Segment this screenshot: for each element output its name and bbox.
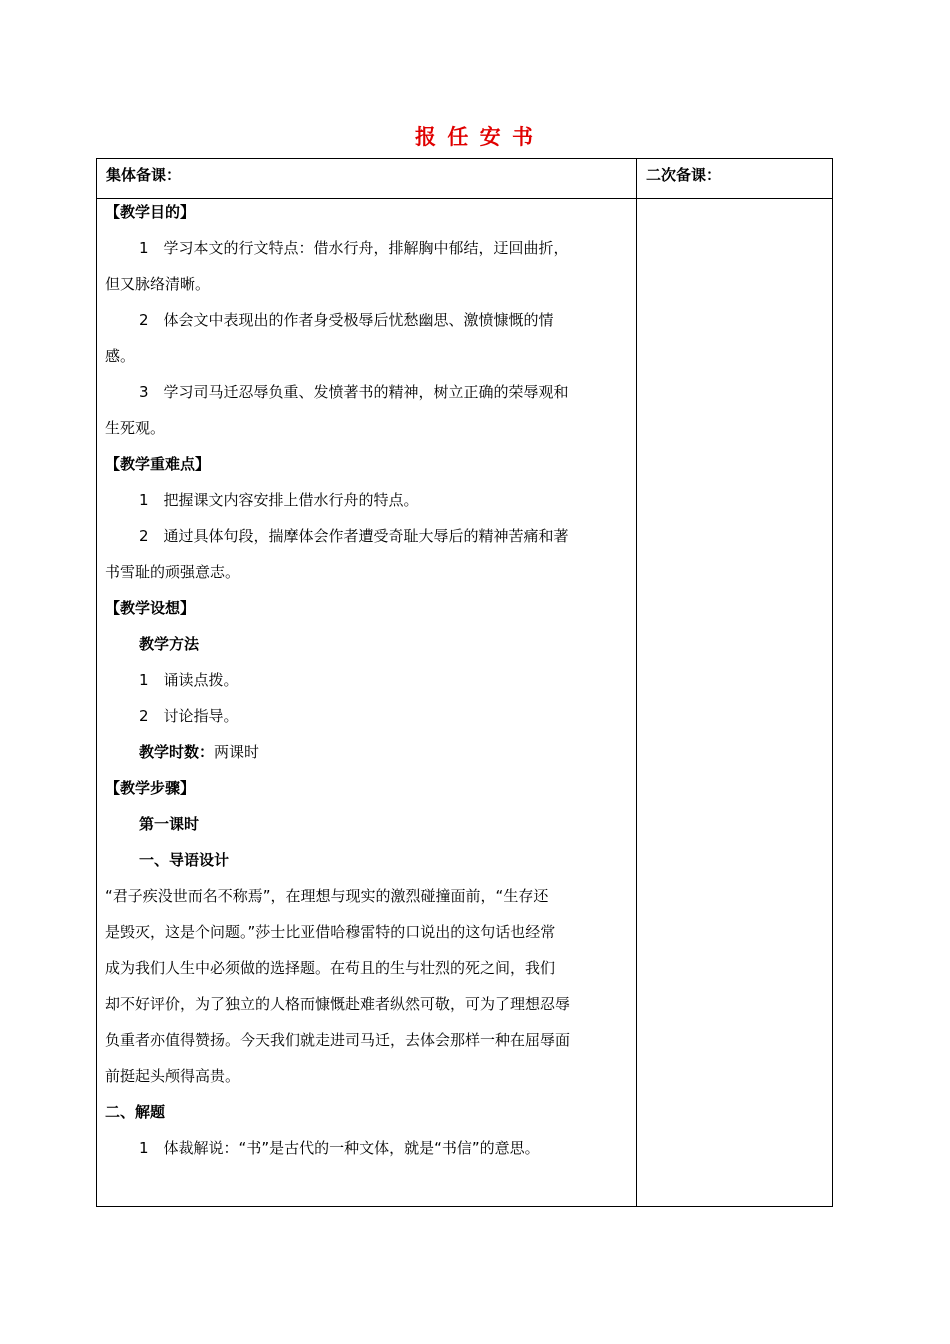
collective-prep-content bbox=[97, 199, 637, 1207]
section-heading-key-points: 【教学重难点】 bbox=[105, 455, 211, 473]
first-lesson-heading: 第一课时 bbox=[139, 815, 200, 833]
intro-design-heading: 一、导语设计 bbox=[139, 851, 230, 869]
objective-2-line-2: 感。 bbox=[105, 347, 136, 365]
intro-paragraph-line-6: 前挺起头颅得高贵。 bbox=[105, 1067, 241, 1085]
intro-paragraph-line-2: 是毁灭，这是个问题。”莎士比亚借哈穆雷特的口说出的这句话也经常 bbox=[105, 923, 556, 941]
second-prep-content bbox=[637, 199, 833, 1207]
teaching-hours-label: 教学时数： bbox=[139, 743, 215, 761]
key-point-2-line-2: 书雪耻的顽强意志。 bbox=[105, 563, 241, 581]
genre-explanation-line: 1 体裁解说：“书”是古代的一种文体，就是“书信”的意思。 bbox=[139, 1139, 540, 1157]
section-heading-objectives: 【教学目的】 bbox=[105, 203, 196, 221]
objective-1-line-2: 但又脉络清晰。 bbox=[105, 275, 211, 293]
teaching-method-2: 2 讨论指导。 bbox=[139, 707, 239, 725]
intro-paragraph-line-5: 负重者亦值得赞扬。今天我们就走进司马迁，去体会那样一种在屈辱面 bbox=[105, 1031, 571, 1049]
objective-3-line-1: 3 学习司马迁忍辱负重、发愤著书的精神，树立正确的荣辱观和 bbox=[139, 383, 569, 401]
objective-3-line-2: 生死观。 bbox=[105, 419, 166, 437]
second-prep-label: 二次备课： bbox=[646, 166, 722, 184]
section-heading-steps: 【教学步骤】 bbox=[105, 779, 196, 797]
key-point-1: 1 把握课文内容安排上借水行舟的特点。 bbox=[139, 491, 419, 509]
collective-prep-header bbox=[97, 159, 637, 199]
teaching-hours-value: 两课时 bbox=[214, 743, 260, 761]
title-explanation-heading: 二、解题 bbox=[105, 1103, 166, 1121]
document-title: 报 任 安 书 bbox=[415, 125, 535, 149]
section-heading-design: 【教学设想】 bbox=[105, 599, 196, 617]
teaching-method-heading: 教学方法 bbox=[139, 635, 200, 653]
collective-prep-label: 集体备课： bbox=[106, 166, 182, 184]
second-prep-header bbox=[637, 159, 833, 199]
key-point-2-line-1: 2 通过具体句段，揣摩体会作者遭受奇耻大辱后的精神苦痛和著 bbox=[139, 527, 569, 545]
intro-paragraph-line-4: 却不好评价，为了独立的人格而慷慨赴难者纵然可敬，可为了理想忍辱 bbox=[105, 995, 571, 1013]
intro-paragraph-line-1: “君子疾没世而名不称焉”，在理想与现实的激烈碰撞面前，“生存还 bbox=[105, 887, 549, 905]
objective-2-line-1: 2 体会文中表现出的作者身受极辱后忧愁幽思、激愤慷慨的情 bbox=[139, 311, 554, 329]
teaching-hours-line bbox=[105, 743, 628, 779]
teaching-method-1: 1 诵读点拨。 bbox=[139, 671, 239, 689]
objective-1-line-1: 1 学习本文的行文特点：借水行舟，排解胸中郁结，迂回曲折， bbox=[139, 239, 569, 257]
intro-paragraph-line-3: 成为我们人生中必须做的选择题。在苟且的生与壮烈的死之间，我们 bbox=[105, 959, 556, 977]
lesson-plan-table bbox=[96, 158, 833, 1207]
